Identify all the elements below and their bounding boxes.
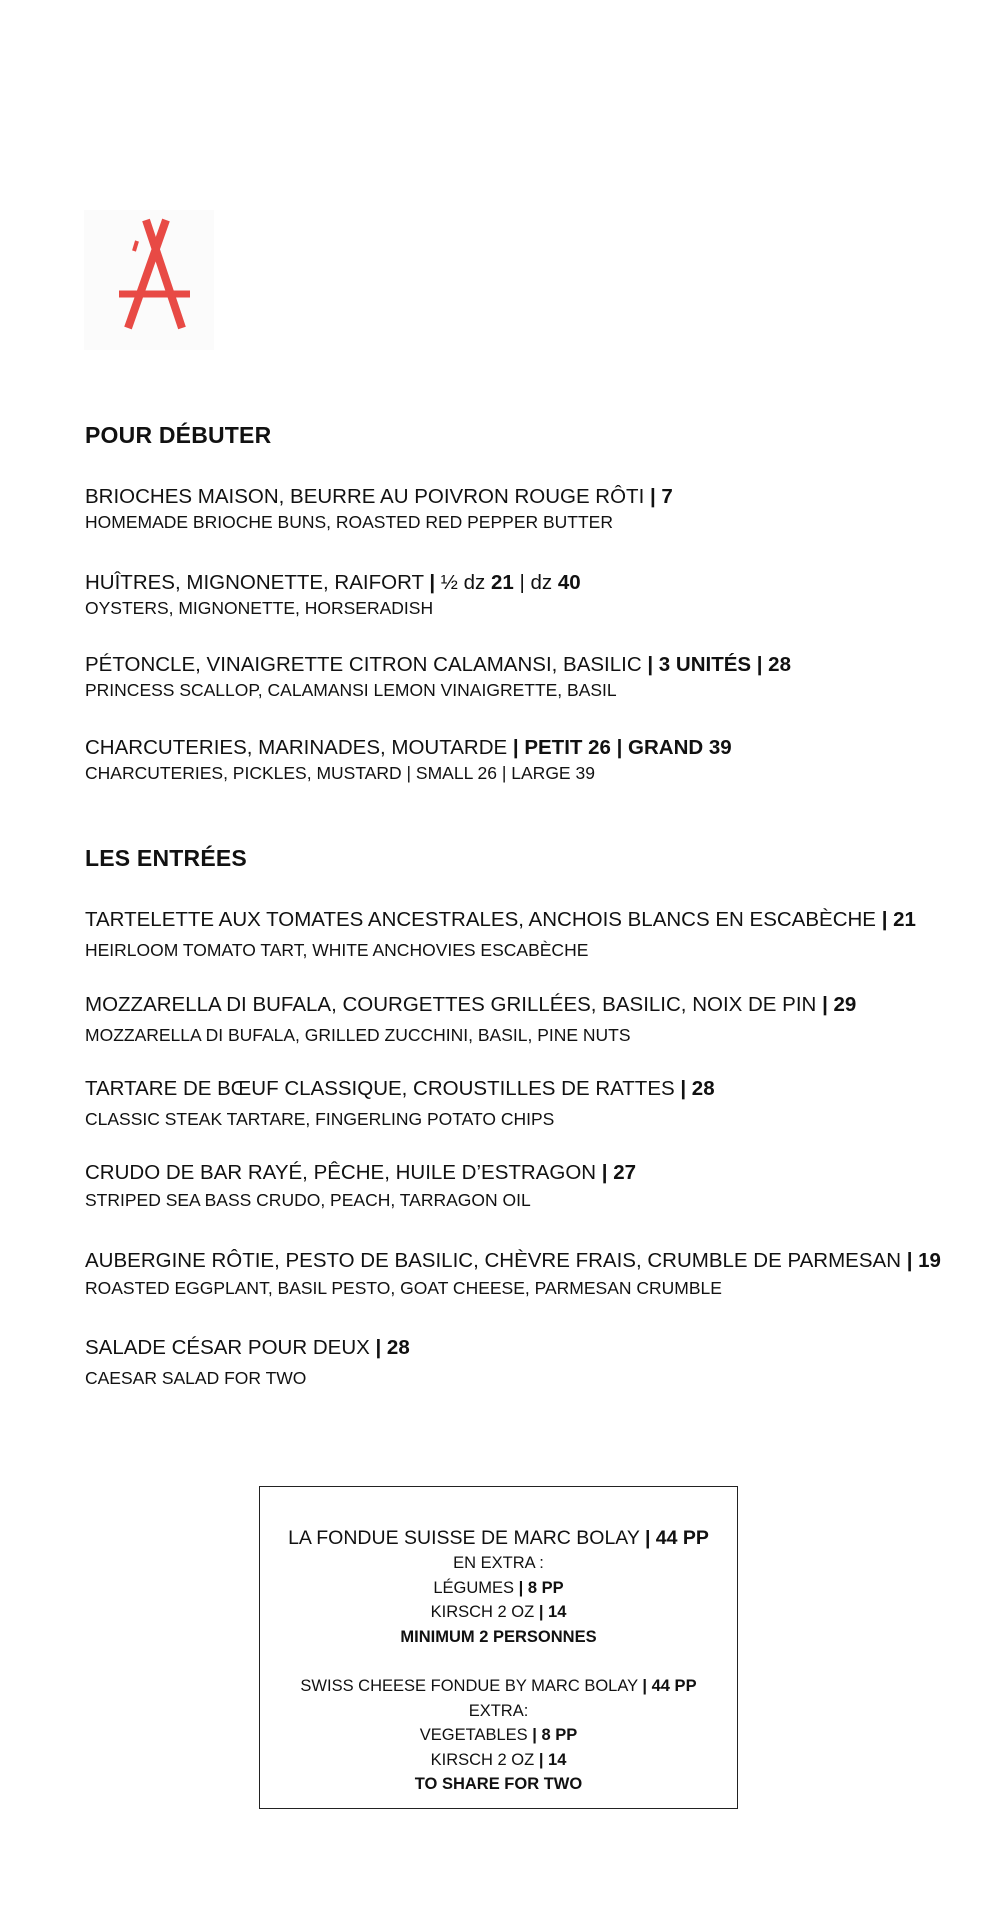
fondue-line-en [260, 1723, 737, 1748]
text-segment: LÉGUMES [433, 1578, 519, 1597]
menu-item-fr [85, 735, 965, 761]
fondue-line-fr [260, 1551, 737, 1576]
menu-item-en: HEIRLOOM TOMATO TART, WHITE ANCHOVIES ESCABÈCHE [85, 940, 589, 960]
price-segment: | 27 [601, 1161, 636, 1184]
menu-item-en: OYSTERS, MIGNONETTE, HORSERADISH [85, 598, 434, 618]
price-segment: | 19 [906, 1249, 941, 1272]
menu-item [85, 907, 965, 962]
fondue-line-fr [260, 1600, 737, 1625]
menu-item [85, 1076, 965, 1131]
menu-item-en: PRINCESS SCALLOP, CALAMANSI LEMON VINAIGRETTE, BASIL [85, 680, 617, 700]
fondue-title-fr [260, 1525, 737, 1551]
menu-item [85, 484, 965, 534]
price-segment: | 44 PP [644, 1527, 709, 1549]
menu-item [85, 652, 965, 702]
menu-item-fr [85, 652, 965, 678]
menu-item [85, 1160, 965, 1212]
menu-item-en: HOMEMADE BRIOCHE BUNS, ROASTED RED PEPPER BUTTER [85, 512, 613, 532]
price-segment: | 14 [538, 1750, 567, 1769]
menu-item-fr [85, 484, 965, 510]
price-segment: | 28 [375, 1336, 410, 1359]
text-segment: CRUDO DE BAR RAYÉ, PÊCHE, HUILE D’ESTRAGON [85, 1161, 602, 1184]
menu-item-fr [85, 1076, 965, 1102]
text-segment: | dz [513, 571, 558, 594]
text-segment: PÉTONCLE, VINAIGRETTE CITRON CALAMANSI, BASILIC [85, 653, 648, 676]
price-segment: | 8 PP [532, 1726, 578, 1744]
menu-item-en: CAESAR SALAD FOR TWO [85, 1368, 307, 1388]
menu-item [85, 1248, 965, 1300]
menu-item-en: MOZZARELLA DI BUFALA, GRILLED ZUCCHINI, BASIL, PINE NUTS [85, 1025, 631, 1045]
price-segment: | 44 PP [642, 1677, 697, 1695]
text-segment: HUÎTRES, MIGNONETTE, RAIFORT [85, 571, 430, 594]
fondue-spacer [260, 1649, 737, 1674]
fondue-line-en [260, 1748, 737, 1773]
price-segment: | 28 [680, 1077, 715, 1100]
price-segment: | 7 [649, 485, 673, 508]
menu-item [85, 570, 965, 620]
price-segment: | [429, 571, 441, 594]
text-segment: BRIOCHES MAISON, BEURRE AU POIVRON ROUGE RÔTI [85, 485, 650, 508]
menu-item [85, 1335, 965, 1390]
restaurant-logo [84, 210, 214, 350]
fondue-line-fr [260, 1625, 737, 1650]
fondue-content [260, 1525, 737, 1797]
fondue-line-en [260, 1772, 737, 1797]
price-segment: 21 [490, 571, 514, 594]
price-segment: | PETIT 26 | GRAND 39 [512, 736, 732, 759]
text-segment: MOZZARELLA DI BUFALA, COURGETTES GRILLÉES, BASILIC, NOIX DE PIN [85, 993, 823, 1016]
price-segment: | 3 UNITÉS | 28 [647, 653, 791, 676]
menu-item-fr [85, 992, 965, 1018]
price-segment: MINIMUM 2 PERSONNES [400, 1627, 597, 1646]
text-segment: AUBERGINE RÔTIE, PESTO DE BASILIC, CHÈVRE FRAIS, CRUMBLE DE PARMESAN [85, 1249, 907, 1272]
menu-item-fr [85, 1335, 965, 1361]
menu-item [85, 992, 965, 1047]
section-title-pour-debuter: POUR DÉBUTER [85, 422, 272, 448]
menu-item-en: STRIPED SEA BASS CRUDO, PEACH, TARRAGON OIL [85, 1190, 531, 1210]
menu-item-fr [85, 570, 965, 596]
text-segment: ½ dz [440, 571, 491, 594]
text-segment: TARTARE DE BŒUF CLASSIQUE, CROUSTILLES DE RATTES [85, 1077, 681, 1100]
text-segment: EXTRA: [468, 1701, 529, 1720]
logo-mark [119, 220, 190, 328]
text-segment: EN EXTRA : [453, 1554, 544, 1572]
menu-item-fr [85, 1248, 965, 1274]
menu-item-fr [85, 907, 965, 933]
price-segment: | 21 [881, 908, 916, 931]
price-segment: | 29 [822, 993, 857, 1016]
logo-a-icon [84, 210, 214, 350]
text-segment: KIRSCH 2 OZ [430, 1750, 539, 1769]
fondue-line-en [260, 1699, 737, 1724]
menu-item-fr [85, 1160, 965, 1186]
price-segment: TO SHARE FOR TWO [414, 1775, 583, 1793]
fondue-line-en [260, 1674, 737, 1699]
text-segment: VEGETABLES [419, 1726, 533, 1744]
text-segment: LA FONDUE SUISSE DE MARC BOLAY [288, 1527, 645, 1549]
fondue-feature-box [259, 1486, 738, 1809]
price-segment: 40 [557, 571, 581, 594]
text-segment: SWISS CHEESE FONDUE BY MARC BOLAY [300, 1677, 643, 1695]
price-segment: | 14 [538, 1603, 567, 1621]
menu-item-en: CHARCUTERIES, PICKLES, MUSTARD | SMALL 26 | LARGE 39 [85, 763, 595, 783]
fondue-line-fr [260, 1576, 737, 1601]
section-title-les-entrees: LES ENTRÉES [85, 845, 247, 871]
text-segment: CHARCUTERIES, MARINADES, MOUTARDE [85, 736, 513, 759]
text-segment: KIRSCH 2 OZ [430, 1603, 539, 1621]
menu-item-en: CLASSIC STEAK TARTARE, FINGERLING POTATO CHIPS [85, 1109, 555, 1129]
text-segment: TARTELETTE AUX TOMATES ANCESTRALES, ANCHOIS BLANCS EN ESCABÈCHE [85, 908, 882, 931]
menu-item-en: ROASTED EGGPLANT, BASIL PESTO, GOAT CHEESE, PARMESAN CRUMBLE [85, 1278, 722, 1298]
text-segment: SALADE CÉSAR POUR DEUX [85, 1336, 376, 1359]
price-segment: | 8 PP [518, 1578, 564, 1597]
menu-item [85, 735, 965, 785]
